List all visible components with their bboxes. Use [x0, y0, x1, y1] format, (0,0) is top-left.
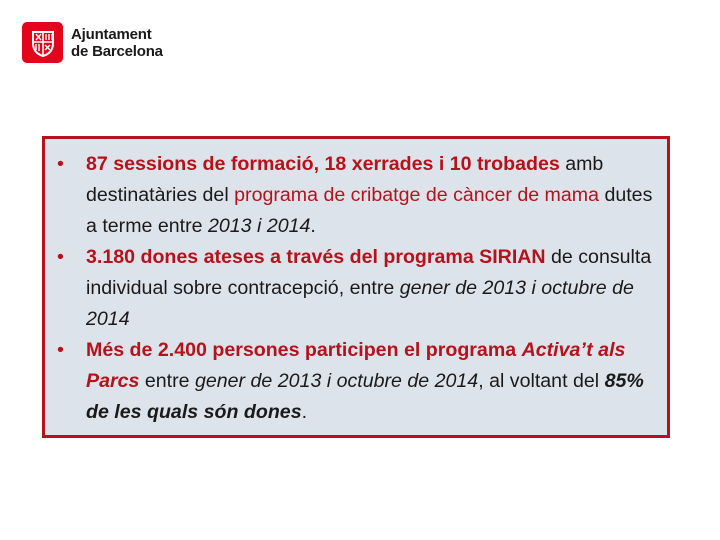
- bullet-2-period: gener de 2013 i octubre de 2014: [86, 277, 634, 330]
- logo-line-2: de Barcelona: [71, 42, 163, 60]
- bullet-item: [57, 242, 657, 335]
- bullet-1-end: .: [310, 215, 316, 237]
- barcelona-shield-icon: [22, 22, 63, 63]
- bullet-1-program: programa de cribatge de càncer de mama: [234, 184, 599, 206]
- highlight-panel: [42, 136, 670, 438]
- bullet-2-text: de consulta individual sobre contracepció, entre: [86, 246, 652, 299]
- bullet-3-end: .: [301, 401, 308, 423]
- logo-text: [71, 26, 163, 60]
- bullet-dot-icon: •: [57, 246, 64, 268]
- bullet-list: [57, 149, 657, 428]
- bullet-dot-icon: •: [57, 339, 64, 361]
- bullet-item: [57, 335, 657, 428]
- bullet-1-text: dutes a terme entre: [86, 184, 653, 237]
- bullet-3-share: 85% de les quals són dones: [86, 370, 644, 423]
- bullet-1-text: amb destinatàries del: [86, 153, 604, 206]
- ajuntament-logo: [22, 22, 163, 63]
- bullet-1-headline: 87 sessions de formació, 18 xerrades i 10 trobades: [86, 153, 560, 175]
- bullet-3-period: gener de 2013 i octubre de 2014: [194, 370, 479, 392]
- bullet-2-headline: 3.180 dones ateses a través del programa SIRIAN: [86, 246, 546, 268]
- logo-line-1: Ajuntament: [71, 25, 152, 43]
- bullet-1-period: 2013 i 2014: [207, 215, 311, 237]
- bullet-dot-icon: •: [57, 153, 64, 175]
- bullet-3-program: Activa’t als Parcs: [86, 339, 626, 392]
- bullet-3-text: entre: [139, 370, 195, 392]
- bullet-3-text: , al voltant del: [478, 370, 605, 392]
- bullet-3-headline: Més de 2.400 persones participen el programa: [86, 339, 522, 361]
- bullet-item: [57, 149, 657, 242]
